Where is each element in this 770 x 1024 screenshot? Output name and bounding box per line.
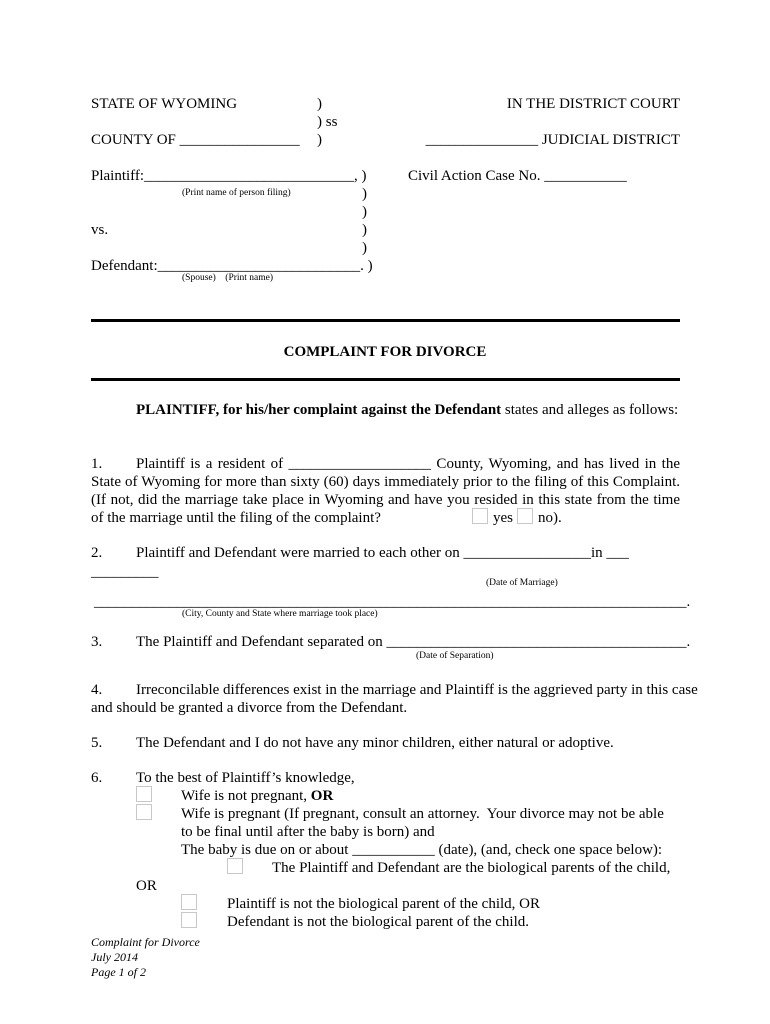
caption-paren: ) bbox=[362, 186, 367, 202]
not-pregnant-checkbox[interactable] bbox=[136, 786, 152, 802]
pregnant-label-continued: to be final until after the baby is born) and bbox=[181, 824, 435, 840]
item2-number: 2. bbox=[91, 545, 103, 561]
residence-yes-label: yes bbox=[493, 510, 513, 526]
judicial-district-field[interactable]: _______________ JUDICIAL DISTRICT bbox=[425, 132, 680, 148]
item4-continued: and should be granted a divorce from the Defendant. bbox=[91, 700, 408, 716]
caption-paren: ) bbox=[362, 240, 367, 256]
separation-date-field[interactable]: The Plaintiff and Defendant separated on ________________________________________. bbox=[136, 634, 691, 650]
defendant-not-parent-checkbox[interactable] bbox=[181, 912, 197, 928]
top-rule bbox=[91, 319, 680, 322]
item3-number: 3. bbox=[91, 634, 103, 650]
caption-ss: ) ss bbox=[317, 114, 338, 130]
intro-rest: states and alleges as follows: bbox=[501, 402, 679, 418]
item6-number: 6. bbox=[91, 770, 103, 786]
not-pregnant-label: Wife is not pregnant, OR bbox=[181, 788, 334, 804]
item5-text: The Defendant and I do not have any minor children, either natural or adoptive. bbox=[136, 735, 614, 751]
intro-bold: PLAINTIFF, for his/her complaint against the Defendant bbox=[136, 402, 502, 418]
defendant-note: (Spouse) (Print name) bbox=[182, 273, 274, 283]
footer-date: July 2014 bbox=[91, 950, 138, 964]
date-of-marriage-note: (Date of Marriage) bbox=[486, 578, 558, 588]
civil-action-field[interactable]: Civil Action Case No. ___________ bbox=[408, 168, 627, 184]
item1-text: Plaintiff is a resident of ___________________ County, Wyoming, and has lived in the State of Wyoming for more than sixty (60) days immediately prior to the filing of this Complaint. (If not, did the marriage take place in Wyoming and have you resided in this state from the time of the marriage until the filing of the complaint? bbox=[91, 456, 680, 526]
item4-number: 4. bbox=[91, 682, 103, 698]
marriage-place-note: (City, County and State where marriage took place) bbox=[182, 609, 378, 619]
both-biological-parents-label: The Plaintiff and Defendant are the biological parents of the child, bbox=[272, 860, 671, 876]
residence-no-checkbox[interactable] bbox=[517, 508, 533, 524]
plaintiff-not-parent-label: Plaintiff is not the biological parent of the child, OR bbox=[227, 896, 541, 912]
caption-paren: ) bbox=[317, 132, 322, 148]
court-label: IN THE DISTRICT COURT bbox=[506, 96, 680, 112]
marriage-date-continued[interactable]: _________ bbox=[91, 564, 159, 580]
item6-text: To the best of Plaintiff’s knowledge, bbox=[136, 770, 355, 786]
item1-number: 1. bbox=[91, 456, 103, 472]
residence-no-label: no). bbox=[538, 510, 562, 526]
plaintiff-field[interactable]: Plaintiff:____________________________, ) bbox=[91, 168, 367, 184]
caption-paren: ) bbox=[362, 204, 367, 220]
vs-label: vs. bbox=[91, 222, 109, 238]
caption-paren: ) bbox=[317, 96, 322, 112]
county-field[interactable]: COUNTY OF ________________ bbox=[91, 132, 300, 148]
marriage-date-field[interactable]: Plaintiff and Defendant were married to each other on _________________in ___ bbox=[136, 545, 629, 561]
plaintiff-not-parent-checkbox[interactable] bbox=[181, 894, 197, 910]
defendant-field[interactable]: Defendant:___________________________. ) bbox=[91, 258, 373, 274]
marriage-place-field[interactable]: _______________________________________________________________________________. bbox=[94, 594, 691, 610]
footer-title: Complaint for Divorce bbox=[91, 935, 200, 949]
pregnant-label: Wife is pregnant (If pregnant, consult an attorney. Your divorce may not be able bbox=[181, 806, 664, 822]
residence-yes-checkbox[interactable] bbox=[472, 508, 488, 524]
or-label: OR bbox=[136, 878, 157, 894]
defendant-not-parent-label: Defendant is not the biological parent of the child. bbox=[227, 914, 529, 930]
pregnant-checkbox[interactable] bbox=[136, 804, 152, 820]
due-date-field[interactable]: The baby is due on or about ___________ (date), (and, check one space below): bbox=[181, 842, 663, 858]
footer-page: Page 1 of 2 bbox=[91, 965, 146, 979]
item1-paragraph bbox=[91, 455, 680, 527]
separation-date-note: (Date of Separation) bbox=[416, 651, 494, 661]
bottom-rule bbox=[91, 378, 680, 381]
document-title: COMPLAINT FOR DIVORCE bbox=[283, 344, 487, 360]
plaintiff-note: (Print name of person filing) bbox=[182, 188, 291, 198]
caption-paren: ) bbox=[362, 222, 367, 238]
item4-text: Irreconcilable differences exist in the marriage and Plaintiff is the aggrieved party in this case bbox=[136, 682, 698, 698]
intro-paragraph bbox=[91, 401, 680, 419]
item5-number: 5. bbox=[91, 735, 103, 751]
both-biological-parents-checkbox[interactable] bbox=[227, 858, 243, 874]
state-label: STATE OF WYOMING bbox=[91, 96, 238, 112]
